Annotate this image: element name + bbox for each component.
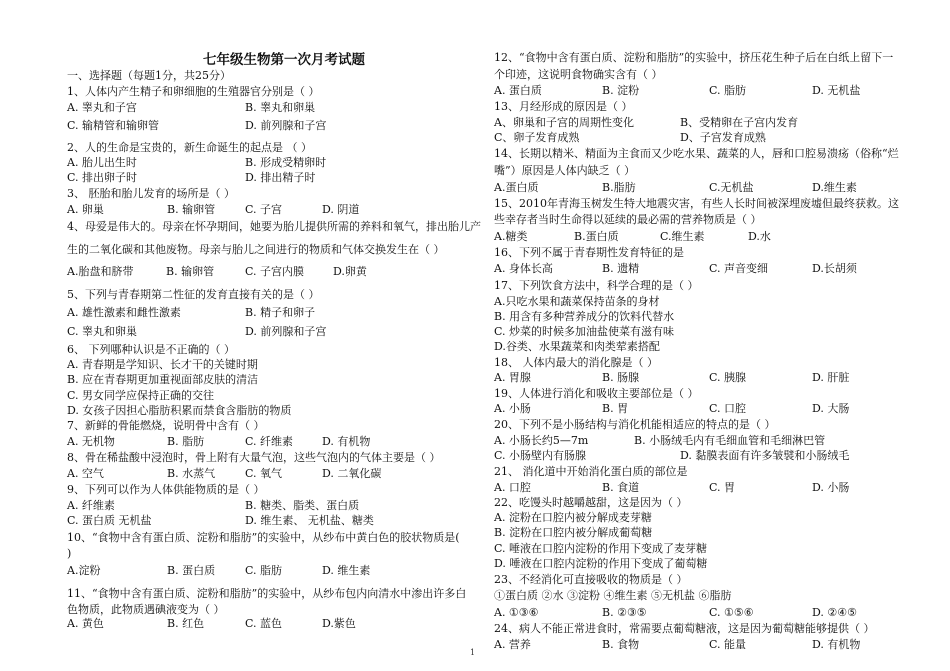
answer-option: A. 蛋白质 <box>494 84 542 97</box>
option-row <box>494 230 914 244</box>
answer-option: B. 蛋白质 <box>167 564 216 577</box>
answer-option: D. 小肠 <box>812 481 850 494</box>
answer-option: D. 维生素 <box>322 564 371 577</box>
option-row <box>67 617 475 631</box>
answer-option: A. 雄性激素和雌性激素 <box>67 306 181 319</box>
answer-option: D. 大肠 <box>812 402 850 415</box>
answer-option: A. 营养 <box>494 638 531 651</box>
question-line: 21、 消化道中开始消化蛋白质的部位是 <box>494 465 688 478</box>
answer-option: B. 精子和卵子 <box>245 306 316 319</box>
question-line: 16、下列不属于青春期性发育特征的是 <box>494 246 684 259</box>
answer-option: B. 水蒸气 <box>167 467 216 480</box>
question-line: C. 唾液在口腔内淀粉的作用下变成了麦芽糖 <box>494 542 708 555</box>
option-row <box>494 84 914 98</box>
answer-option: D. 二氧化碳 <box>322 467 382 480</box>
question-line: 20、下列不是小肠结构与消化机能相适应的特点的是（ ） <box>494 418 776 431</box>
answer-option: D. ②④⑤ <box>812 606 858 619</box>
answer-option: C. 小肠壁内有肠腺 <box>494 449 587 462</box>
question-line: D.谷类、水果蔬菜和肉类荤素搭配 <box>494 340 660 353</box>
option-row <box>494 606 914 620</box>
answer-option: D. 阴道 <box>322 203 360 216</box>
option-row <box>494 181 914 195</box>
page-number: 1 <box>470 648 476 657</box>
answer-option: B. 输卵管 <box>167 203 216 216</box>
answer-option: B.蛋白质 <box>574 230 619 243</box>
answer-option: B. 肠腺 <box>602 371 640 384</box>
answer-option: D.维生素 <box>812 181 857 194</box>
answer-option: C. 能量 <box>709 638 747 651</box>
answer-option: D. 维生素、 无机盐、糖类 <box>245 514 374 527</box>
answer-option: D. 前列腺和子宫 <box>245 119 327 132</box>
question-line: 1、人体内产生精子和卵细胞的生殖器官分别是（ ） <box>67 85 320 98</box>
answer-option: A. 小肠 <box>494 402 531 415</box>
answer-option: D.紫色 <box>322 617 356 630</box>
option-row <box>67 119 475 133</box>
option-row <box>494 481 914 495</box>
option-row <box>494 434 914 448</box>
question-line: 些幸存者当时生命得以延续的最必需的营养物质是（ ） <box>494 213 762 226</box>
question-line: 一、选择题（每题1分，共25分） <box>67 69 231 82</box>
answer-option: B. 脂肪 <box>167 435 205 448</box>
question-line: 8、骨在稀盐酸中浸泡时，骨上附有大量气泡，这些气泡内的气体主要是（ ） <box>67 451 441 464</box>
answer-option: C. ①⑤⑥ <box>709 606 754 619</box>
option-row <box>494 116 914 130</box>
answer-option: A. 无机物 <box>67 435 115 448</box>
option-row <box>494 402 914 416</box>
answer-option: D、子宫发育成熟 <box>680 131 766 144</box>
question-line: D. 唾液在口腔内淀粉的作用下变成了葡萄糖 <box>494 557 708 570</box>
answer-option: C.维生素 <box>660 230 705 243</box>
option-row <box>494 371 914 385</box>
answer-option: B. 形成受精卵时 <box>245 156 327 169</box>
question-line: 7、新鲜的骨能燃烧，说明骨中含有（ ） <box>67 419 265 432</box>
answer-option: B. 睾丸和卵巢 <box>245 101 316 114</box>
answer-option: B. 食道 <box>602 481 640 494</box>
option-row <box>67 499 475 513</box>
question-line: 3、 胚胎和胎儿发育的场所是（ ） <box>67 187 235 200</box>
answer-option: C. 胃 <box>709 481 736 494</box>
option-row <box>494 131 914 145</box>
question-line: B. 淀粉在口腔内被分解成葡萄糖 <box>494 526 653 539</box>
answer-option: B.脂肪 <box>602 181 636 194</box>
answer-option: D. 肝脏 <box>812 371 850 384</box>
answer-option: B. 胃 <box>602 402 629 415</box>
answer-option: C、卵子发育成熟 <box>494 131 580 144</box>
answer-option: B. 糖类、脂类、蛋白质 <box>245 499 360 512</box>
option-row <box>67 306 475 320</box>
answer-option: D.卵黄 <box>333 265 367 278</box>
option-row <box>67 203 475 217</box>
answer-option: C. 纤维素 <box>245 435 294 448</box>
answer-option: B. 淀粉 <box>602 84 640 97</box>
answer-option: A. 空气 <box>67 467 104 480</box>
question-line: 22、吃馒头时越嚼越甜，这是因为（ ） <box>494 496 688 509</box>
answer-option: A. 睾丸和子宫 <box>67 101 137 114</box>
question-line: D. 女孩子因担心脂肪积累而禁食含脂肪的物质 <box>67 404 292 417</box>
question-line: 11、“食物中含有蛋白质、淀粉和脂肪”的实验中，从纱布包内向清水中渗出许多白 <box>67 587 467 600</box>
question-line: 4、母爱是伟大的。母亲在怀孕期间，她要为胎儿提供所需的养料和氧气，排出胎儿产 <box>67 220 481 233</box>
question-line: C. 男女同学应保持正确的交往 <box>67 389 215 402</box>
answer-option: C.无机盐 <box>709 181 754 194</box>
answer-option: B. 输卵管 <box>166 265 215 278</box>
answer-option: C. 子宫 <box>245 203 283 216</box>
answer-option: D. 无机盐 <box>812 84 861 97</box>
answer-option: A. 胃腺 <box>494 371 531 384</box>
question-line: 9、下列可以作为人体供能物质的是（ ） <box>67 483 265 496</box>
answer-option: A.蛋白质 <box>494 181 539 194</box>
question-line: ) <box>67 547 72 560</box>
answer-option: D. 排出精子时 <box>245 171 316 184</box>
question-line: 19、人体进行消化和吸收主要部位是（ ） <box>494 387 699 400</box>
answer-option: D. 前列腺和子宫 <box>245 325 327 338</box>
answer-option: C. 子宫内膜 <box>245 265 305 278</box>
option-row <box>67 101 475 115</box>
answer-option: A.糖类 <box>494 230 528 243</box>
question-line: B. 用含有多种营养成分的饮料代替水 <box>494 310 675 323</box>
answer-option: C. 蓝色 <box>245 617 283 630</box>
option-row <box>67 467 475 481</box>
answer-option: B. 遗精 <box>602 262 640 275</box>
answer-option: A. 胎儿出生时 <box>67 156 137 169</box>
question-line: C. 炒菜的时候多加油盐使菜有滋有味 <box>494 325 675 338</box>
answer-option: B. 小肠绒毛内有毛细血管和毛细淋巴管 <box>634 434 826 447</box>
option-row <box>67 171 475 185</box>
question-line: 15、2010年青海玉树发生特大地震灾害，有些人长时间被深埋废墟但最终获救。这 <box>494 197 899 210</box>
option-row <box>67 325 475 339</box>
answer-option: B. 食物 <box>602 638 640 651</box>
answer-option: D.长胡须 <box>812 262 857 275</box>
question-line: 13、月经形成的原因是（ ） <box>494 100 633 113</box>
exam-title: 七年级生物第一次月考试题 <box>203 52 365 68</box>
answer-option: C. 胰腺 <box>709 371 747 384</box>
answer-option: D. 有机物 <box>322 435 371 448</box>
question-line: 10、“食物中含有蛋白质、淀粉和脂肪”的实验中，从纱布中黄白色的胶状物质是( <box>67 531 460 544</box>
answer-option: C. 脂肪 <box>245 564 283 577</box>
question-line: 2、人的生命是宝贵的，新生命诞生的起点是 （ ） <box>67 141 312 154</box>
question-line: 17、下列饮食方法中，科学合理的是（ ） <box>494 279 699 292</box>
question-line: 5、下列与青春期第二性征的发育直接有关的是（ ） <box>67 288 320 301</box>
question-line: A. 淀粉在口腔内被分解成麦芽糖 <box>494 511 652 524</box>
answer-option: B. 红色 <box>167 617 205 630</box>
question-line: 嘴”）原因是人体内缺乏（ ） <box>494 164 636 177</box>
answer-option: A. ①③⑥ <box>494 606 539 619</box>
answer-option: C. 睾丸和卵巢 <box>67 325 138 338</box>
answer-option: C. 声音变细 <box>709 262 769 275</box>
question-line: 6、 下列哪种认识是不正确的（ ） <box>67 343 235 356</box>
question-line: A.只吃水果和蔬菜保持苗条的身材 <box>494 295 660 308</box>
option-row <box>494 449 914 463</box>
question-line: 14、长期以精米、精面为主食而又少吃水果、蔬菜的人，唇和口腔易溃疡（俗称“烂 <box>494 147 899 160</box>
question-line: 12、“食物中含有蛋白质、淀粉和脂肪”的实验中，挤压花生种子后在白纸上留下一 <box>494 51 894 64</box>
option-row <box>67 514 475 528</box>
answer-option: D. 有机物 <box>812 638 861 651</box>
answer-option: D. 黏膜表面有许多皱襞和小肠绒毛 <box>680 449 850 462</box>
option-row <box>494 262 914 276</box>
answer-option: A.淀粉 <box>67 564 101 577</box>
answer-option: C. 蛋白质 无机盐 <box>67 514 152 527</box>
question-line: 生的二氧化碳和其他废物。母亲与胎儿之间进行的物质和气体交换发生在（ ） <box>67 243 445 256</box>
answer-option: A. 黄色 <box>67 617 104 630</box>
answer-option: A.胎盘和脐带 <box>67 265 134 278</box>
question-line: 个印迹，这说明食物确实含有（ ） <box>494 68 663 81</box>
option-row <box>67 435 475 449</box>
option-row <box>67 564 475 578</box>
question-line: 18、 人体内最大的消化腺是（ ） <box>494 356 658 369</box>
answer-option: B、受精卵在子宫内发育 <box>680 116 799 129</box>
answer-option: C. 口腔 <box>709 402 747 415</box>
answer-option: C. 脂肪 <box>709 84 747 97</box>
option-row <box>67 156 475 170</box>
answer-option: A. 身体长高 <box>494 262 553 275</box>
answer-option: A. 纤维素 <box>67 499 115 512</box>
question-line: A. 青春期是学知识、长才干的关键时期 <box>67 358 258 371</box>
option-row <box>494 638 914 652</box>
question-line: 23、不经消化可直接吸收的物质是（ ） <box>494 573 688 586</box>
answer-option: A. 小肠长约5—7m <box>494 434 589 447</box>
answer-option: D.水 <box>748 230 771 243</box>
answer-option: A、卵巢和子宫的周期性变化 <box>494 116 634 129</box>
question-line: ①蛋白质 ②水 ③淀粉 ④维生素 ⑤无机盐 ⑥脂肪 <box>494 589 732 602</box>
answer-option: A. 口腔 <box>494 481 531 494</box>
answer-option: C. 氧气 <box>245 467 283 480</box>
answer-option: C. 排出卵子时 <box>67 171 138 184</box>
answer-option: B. ②③⑤ <box>602 606 647 619</box>
question-line: 色物质，此物质遇碘液变为（ ） <box>67 603 225 616</box>
option-row <box>67 265 475 279</box>
answer-option: A. 卵巢 <box>67 203 104 216</box>
question-line: B. 应在青春期更加重视面部皮肤的清洁 <box>67 373 259 386</box>
question-line: 24、病人不能正常进食时，常需要点葡萄糖液，这是因为葡萄糖能够提供（ ） <box>494 622 875 635</box>
answer-option: C. 输精管和输卵管 <box>67 119 160 132</box>
